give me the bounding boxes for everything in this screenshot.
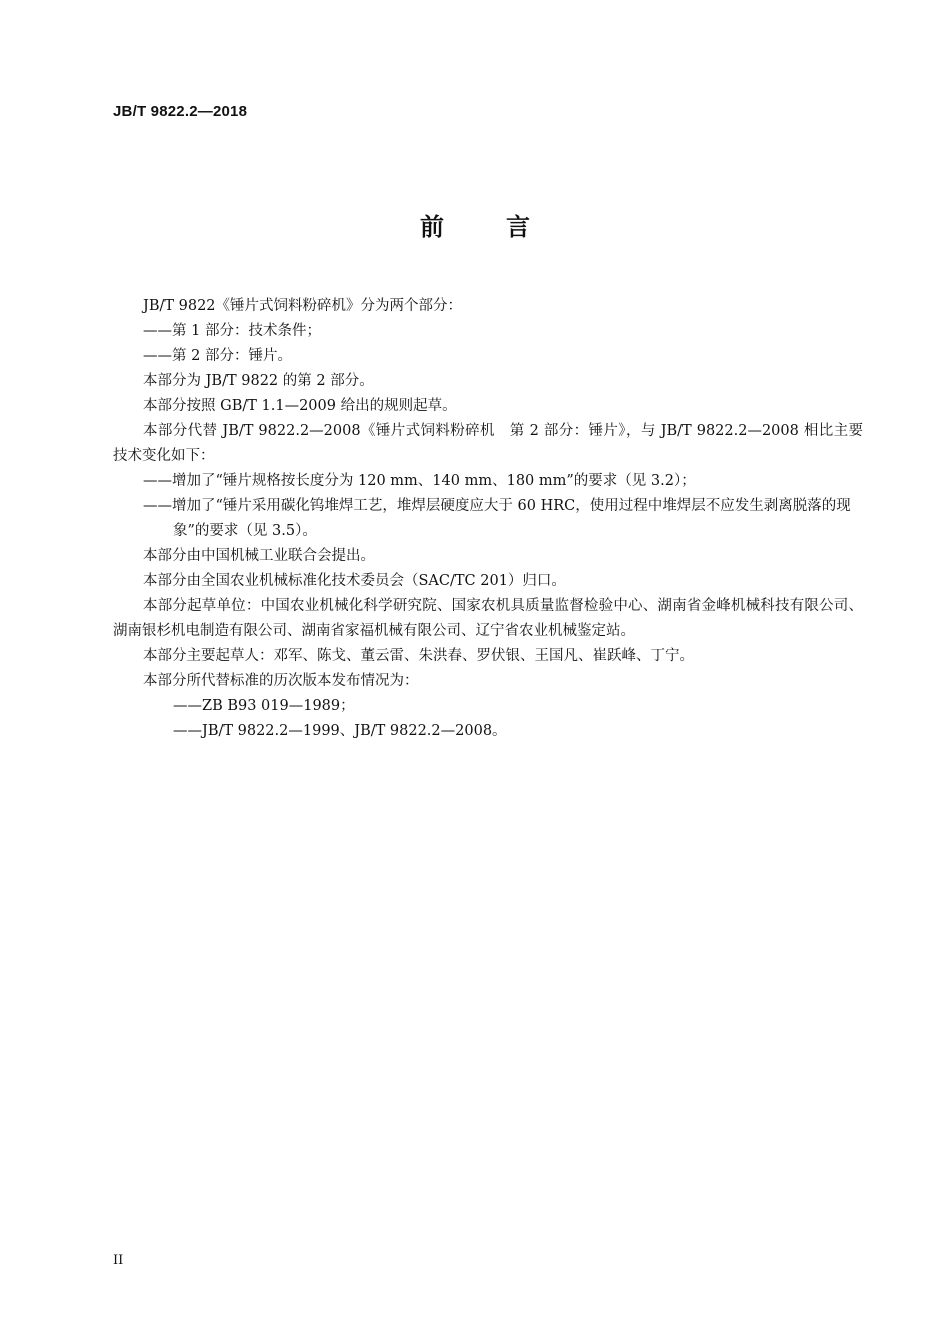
list-item-part-1: ——第 1 部分：技术条件；: [143, 323, 321, 339]
standard-code: JB/T 9822.2—2018: [113, 103, 248, 120]
paragraph-previous-versions: 本部分所代替标准的历次版本发布情况为：: [143, 673, 419, 689]
paragraph-parts-intro: JB/T 9822《锤片式饲料粉碎机》分为两个部分：: [143, 298, 463, 314]
list-item-change-1: ——增加了“锤片规格按长度分为 120 mm、140 mm、180 mm”的要求（见 3.2）；: [143, 473, 696, 489]
foreword-body: [113, 294, 863, 744]
list-item-version-2: ——JB/T 9822.2—1999、JB/T 9822.2—2008。: [173, 723, 507, 739]
paragraph-drafting-rules: 本部分按照 GB/T 1.1—2009 给出的规则起草。: [143, 398, 457, 414]
page-title: 前言: [420, 213, 592, 241]
paragraph-this-part: 本部分为 JB/T 9822 的第 2 部分。: [143, 373, 374, 389]
paragraph-replaces: 本部分代替 JB/T 9822.2—2008《锤片式饲料粉碎机 第 2 部分：锤片》，与 JB/T 9822.2—2008 相比主要技术变化如下：: [113, 423, 863, 464]
page-number: II: [113, 1253, 124, 1268]
paragraph-drafting-units: 本部分起草单位：中国农业机械化科学研究院、国家农机具质量监督检验中心、湖南省金峰机械科技有限公司、湖南银杉机电制造有限公司、湖南省家福机械有限公司、辽宁省农业机械鉴定站。: [113, 598, 863, 639]
list-item-change-2: ——增加了“锤片采用碳化钨堆焊工艺，堆焊层硬度应大于 60 HRC，使用过程中堆焊层不应发生剥离脱落的现象”的要求（见 3.5）。: [143, 498, 851, 539]
paragraph-under-jurisdiction: 本部分由全国农业机械标准化技术委员会（SAC/TC 201）归口。: [143, 573, 566, 589]
paragraph-proposed-by: 本部分由中国机械工业联合会提出。: [143, 548, 375, 564]
list-item-part-2: ——第 2 部分：锤片。: [143, 348, 292, 364]
paragraph-drafters: 本部分主要起草人：邓军、陈戈、董云雷、朱洪春、罗伏银、王国凡、崔跃峰、丁宁。: [143, 648, 694, 664]
list-item-version-1: ——ZB B93 019—1989；: [173, 698, 355, 714]
